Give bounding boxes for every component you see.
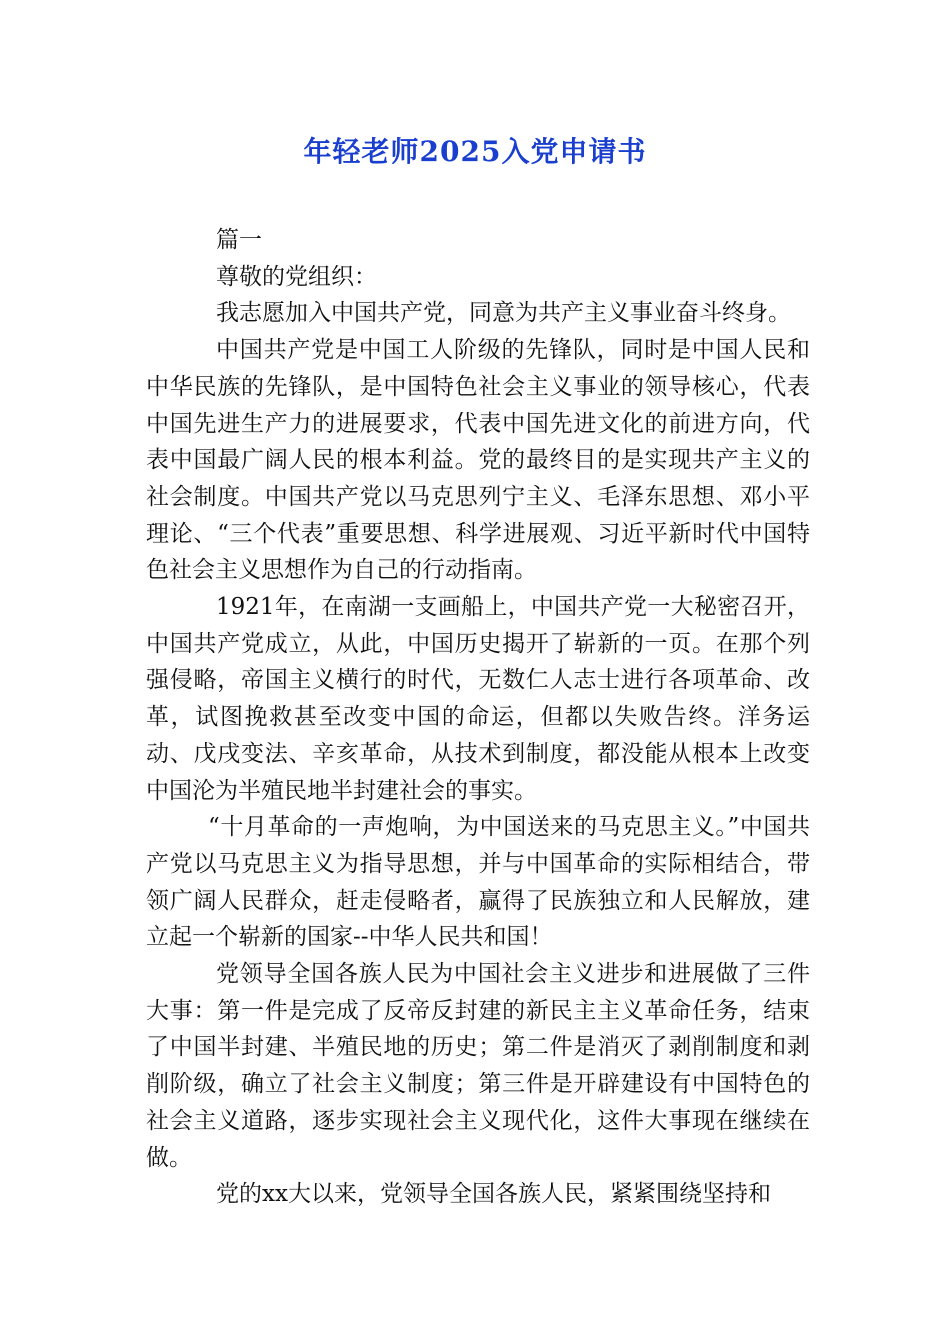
paragraph: “十月革命的一声炮响，为中国送来的马克思主义。”中国共产党以马克思主义为指导思想，并与中国革命的实际相结合，带领广阔人民群众，赶走侵略者，赢得了民族独立和人民解放，建立起一个崭新的国家--中华人民共和国！ (146, 814, 810, 951)
paragraph: 1921年，在南湖一支画船上，中国共产党一大秘密召开，中国共产党成立，从此，中国历史揭开了崭新的一页。在那个列强侵略，帝国主义横行的时代，无数仁人志士进行各项革命、改革，试图挽救甚至改变中国的命运，但都以失败告终。洋务运动、戊戌变法、辛亥革命，从技术到制度，都没能从根本上改变中国沦为半殖民地半封建社会的事实。 (146, 594, 810, 804)
document-body (146, 222, 810, 1213)
paragraph: 中国共产党是中国工人阶级的先锋队，同时是中国人民和中华民族的先锋队，是中国特色社会主义事业的领导核心，代表中国先进生产力的进展要求，代表中国先进文化的前进方向，代表中国最广阔人民的根本利益。党的最终目的是实现共产主义的社会制度。中国共产党以马克思列宁主义、毛泽东思想、邓小平理论、“三个代表”重要思想、科学进展观、习近平新时代中国特色社会主义思想作为自己的行动指南。 (146, 337, 810, 584)
section-heading: 篇一 (216, 227, 262, 253)
salutation: 尊敬的党组织： (216, 263, 377, 290)
paragraph: 我志愿加入中国共产党，同意为共产主义事业奋斗终身。 (216, 300, 791, 327)
paragraph: 党领导全国各族人民为中国社会主义进步和进展做了三件大事：第一件是完成了反帝反封建的新民主主义革命任务，结束了中国半封建、半殖民地的历史；第二件是消灭了剥削制度和剥削阶级，确立了社会主义制度；第三件是开辟建设有中国特色的社会主义道路，逐步实现社会主义现代化，这件大事现在继续在做。 (146, 961, 810, 1171)
paragraph: 党的xx大以来，党领导全国各族人民，紧紧围绕坚持和 (216, 1181, 771, 1208)
document-title: 年轻老师2025入党申请书 (303, 135, 647, 168)
